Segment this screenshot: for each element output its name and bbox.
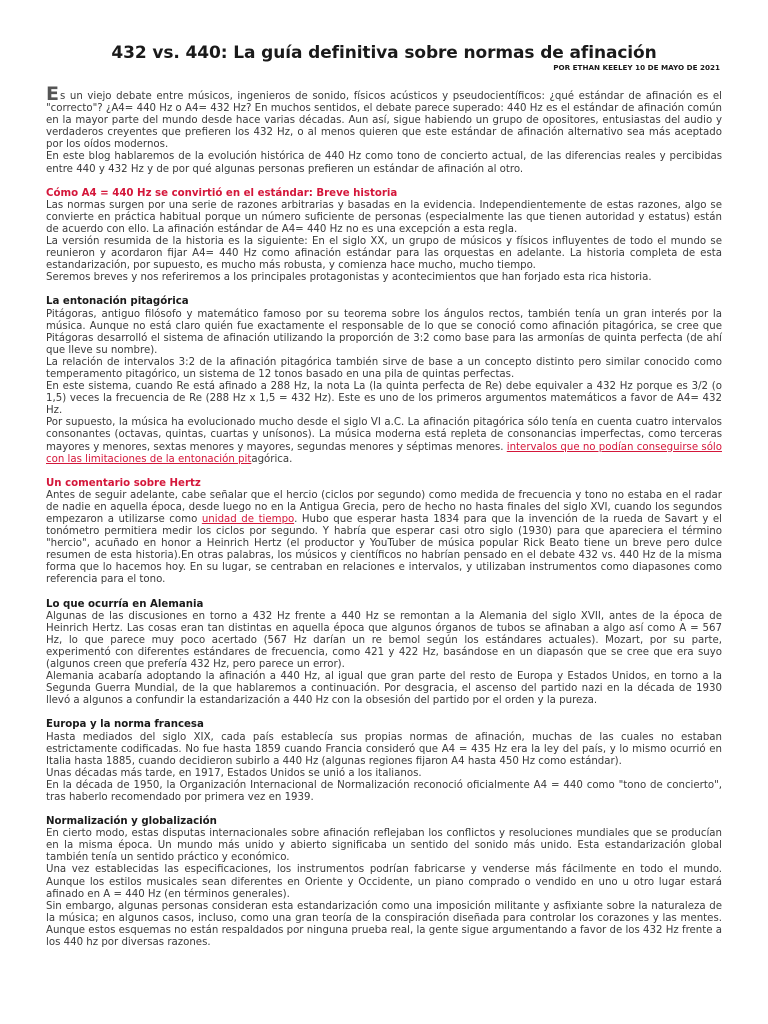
paragraph-text: . Hubo que esperar hasta 1834 para que la invención de la rueda de Savart y el tonómetro permitiera medir los ciclos por segundo. Y habría que esperar casi otro siglo (1930) para que apareciera el término "hercio", acuñado en honor a Heinrich Hertz (el productor y YouTuber de música popular Rick Beato tiene un breve pero dulce resumen de esta historia).En otras palabras, los músicos y científicos no habrían pensado en el debate 432 vs. 440 Hz de la misma forma que lo hacemos hoy. En su lugar, se centraban en relaciones e intervalos, y utilizaban instrumentos como diapasones como referencia para el tono. <box>46 514 723 586</box>
section-history <box>46 188 722 285</box>
paragraph: Sin embargo, algunas personas consideran esta estandarización como una imposición militante y asfixiante sobre la naturaleza de la música; en algunos casos, incluso, como una gran teoría de la conspiración diseñada para controlar los corazones y las mentes. Aunque estos esquemas no están respaldados por ninguna prueba real, la gente sigue argumentando a favor de los 432 Hz frente a los 440 hz por diversas razones. <box>46 900 723 948</box>
section-germany <box>46 599 722 708</box>
paragraph: Seremos breves y nos referiremos a los principales protagonistas y acontecimientos que han forjado esta rica historia. <box>46 272 652 284</box>
paragraph-text: agórica. <box>251 453 293 465</box>
byline: POR ETHAN KEELEY 10 DE MAYO DE 2021 <box>553 63 720 72</box>
paragraph: La relación de intervalos 3:2 de la afinación pitagórica también sirve de base a un concepto distinto pero similar conocido como temperamento pitagórico, un sistema de 12 tonos basado en una pila de quintas perfectas. <box>46 356 722 380</box>
section-globalization <box>46 816 722 949</box>
section-europe <box>46 719 722 804</box>
paragraph: Alemania acabaría adoptando la afinación a 440 Hz, al igual que gran parte del resto de Europa y Estados Unidos, en torno a la Segunda Guerra Mundial, de la que hablaremos a continuación. Por desgracia, el ascenso del partido nazi en la década de 1930 llevó a algunos a confundir la estandarización a 440 Hz con la obsesión del partido por el orden y la pureza. <box>46 671 722 707</box>
section-heading: Cómo A4 = 440 Hz se convirtió en el estándar: Breve historia <box>46 187 398 199</box>
paragraph <box>46 490 722 587</box>
drop-cap: E <box>46 83 59 105</box>
page-title: 432 vs. 440: La guía definitiva sobre normas de afinación <box>111 43 657 63</box>
intro-section <box>46 83 722 176</box>
intro-paragraph-1 <box>46 83 722 151</box>
paragraph: En este sistema, cuando Re está afinado a 288 Hz, la nota La (la quinta perfecta de Re) debe equivaler a 432 Hz porque es 3/2 (o 1,5) veces la frecuencia de Re (288 Hz x 1,5 = 432 Hz). Este es uno de los primeros argumentos matemáticos a favor de A4= 432 Hz. <box>46 381 722 417</box>
section-heading: Europa y la norma francesa <box>46 719 204 731</box>
paragraph: Hasta mediados del siglo XIX, cada país establecía sus propias normas de afinación, muchas de las cuales no estaban estrictamente codificadas. No fue hasta 1859 cuando Francia consideró que A4 = 435 Hz era la ley del país, y lo mismo ocurrió en Italia hasta 1885, cuando decidieron subirlo a 440 Hz (algunas regiones fijaron A4 hasta 450 Hz como estándar). <box>46 731 722 767</box>
section-pythagorean <box>46 296 722 465</box>
intro-paragraph-2: En este blog hablaremos de la evolución histórica de 440 Hz como tono de concierto actual, de las diferencias reales y percibidas entre 440 y 432 Hz y de por qué algunas personas prefieren un estándar de afinación al otro. <box>46 151 722 175</box>
paragraph: Pitágoras, antiguo filósofo y matemático famoso por su teorema sobre los ángulos rectos, también tenía un gran interés por la música. Aunque no está claro quién fue exactamente el responsable de lo que se conoció como afinación pitagórica, se cree que Pitágoras desarrolló el sistema de afinación utilizando la proporción de 3:2 como base para las armonías de quinta perfecta (de ahí que lleve su nombre). <box>46 308 722 356</box>
article-body <box>46 83 723 949</box>
paragraph-text: Por supuesto, la música ha evolucionado mucho desde el siglo VI a.C. La afinación pitagórica sólo tenía en cuenta cuatro intervalos consonantes (octavas, quintas, cuartas y unísonos). La música moderna está repleta de consonancias imperfectas, como terceras mayores y menores, sextas menores y mayores, segundas menores y séptimas menores. <box>46 417 722 453</box>
paragraph: En la década de 1950, la Organización Internacional de Normalización reconoció oficialmente A4 = 440 como "tono de concierto", tras haberlo recomendado por primera vez en 1939. <box>46 779 722 803</box>
paragraph: Algunas de las discusiones en torno a 432 Hz frente a 440 Hz se remontan a la Alemania del siglo XVII, antes de la época de Heinrich Hertz. Las cosas eran tan distintas en aquella época que algunos órganos de tubos se afinaban a algo así como A = 567 Hz, lo que parece muy poco acertado (567 Hz darían un re bemol según los estándares actuales). Mozart, por su parte, experimentó con diferentes estándares de frecuencia, como 421 y 422 Hz, basándose en un diapasón que se cree que era suyo (algunos creen que prefería 432 Hz, pero parece un error). <box>46 610 722 671</box>
time-unit-link[interactable]: unidad de tiempo <box>201 514 295 525</box>
paragraph: La versión resumida de la historia es la siguiente: En el siglo XX, un grupo de músicos y físicos influyentes de todo el mundo se reunieron y acordaron fijar A4= 440 Hz como afinación estándar para las orquestas en adelante. La historia completa de esta estandarización, por supuesto, es mucho más robusta, y comienza hace mucho, mucho tiempo. <box>46 236 722 272</box>
section-heading: Lo que ocurría en Alemania <box>46 598 204 610</box>
section-heading: Un comentario sobre Hertz <box>46 477 201 489</box>
paragraph: Unas décadas más tarde, en 1917, Estados Unidos se unió a los italianos. <box>46 767 422 779</box>
section-hertz <box>46 478 722 587</box>
paragraph: Las normas surgen por una serie de razones arbitrarias y basadas en la evidencia. Independientemente de estas razones, algo se convierte en práctica habitual porque un número suficiente de personas (especialmente las que tienen autoridad y estatus) están de acuerdo con ello. La afinación estándar de A4= 440 Hz no es una excepción a esta regla. <box>46 199 722 235</box>
paragraph: Una vez establecidas las especificaciones, los instrumentos podrían fabricarse y venderse más fácilmente en todo el mundo. Aunque los estilos musicales sean diferentes en Oriente y Occidente, un piano comprado o vendido en uno u otro lugar estará afinado en A = 440 Hz (en términos generales). <box>46 864 722 900</box>
intro-paragraph-1-text: s un viejo debate entre músicos, ingenieros de sonido, físicos acústicos y pseudocientíficos: ¿qué estándar de afinación es el "correcto"? ¿A4= 440 Hz o A4= 432 Hz? En muchos sentidos, el debate parece superado: 440 Hz es el estándar de afinación común en la mayor parte del mundo desde hace varias décadas. Aun así, sigue habiendo un grupo de opositores, entusiastas del audio y verdaderos creyentes que prefieren los 432 Hz, o al menos quieren que este estándar de afinación alternativo sea más aceptado por los oídos modernos. <box>46 91 722 151</box>
paragraph <box>46 417 722 465</box>
section-heading: La entonación pitagórica <box>46 296 189 308</box>
section-heading: Normalización y globalización <box>46 816 217 828</box>
intervals-link[interactable]: intervalos que no podían conseguirse sólo con las limitaciones de la entonación pit <box>46 441 722 465</box>
paragraph-text: Antes de seguir adelante, cabe señalar que el hercio (ciclos por segundo) como medida de frecuencia y tono no estaba en el radar de nadie en aquella época, desde luego no en la Antigua Grecia, pero de hecho no hasta finales del siglo XVI, cuando los segundos empezaron a utilizarse como <box>46 489 722 525</box>
paragraph: En cierto modo, estas disputas internacionales sobre afinación reflejaban los conflictos y resoluciones mundiales que se producían en la misma época. Un mundo más unido y abierto significaba un sentido del sonido más unido. Esta estandarización global también tenía un sentido práctico y económico. <box>46 828 722 864</box>
